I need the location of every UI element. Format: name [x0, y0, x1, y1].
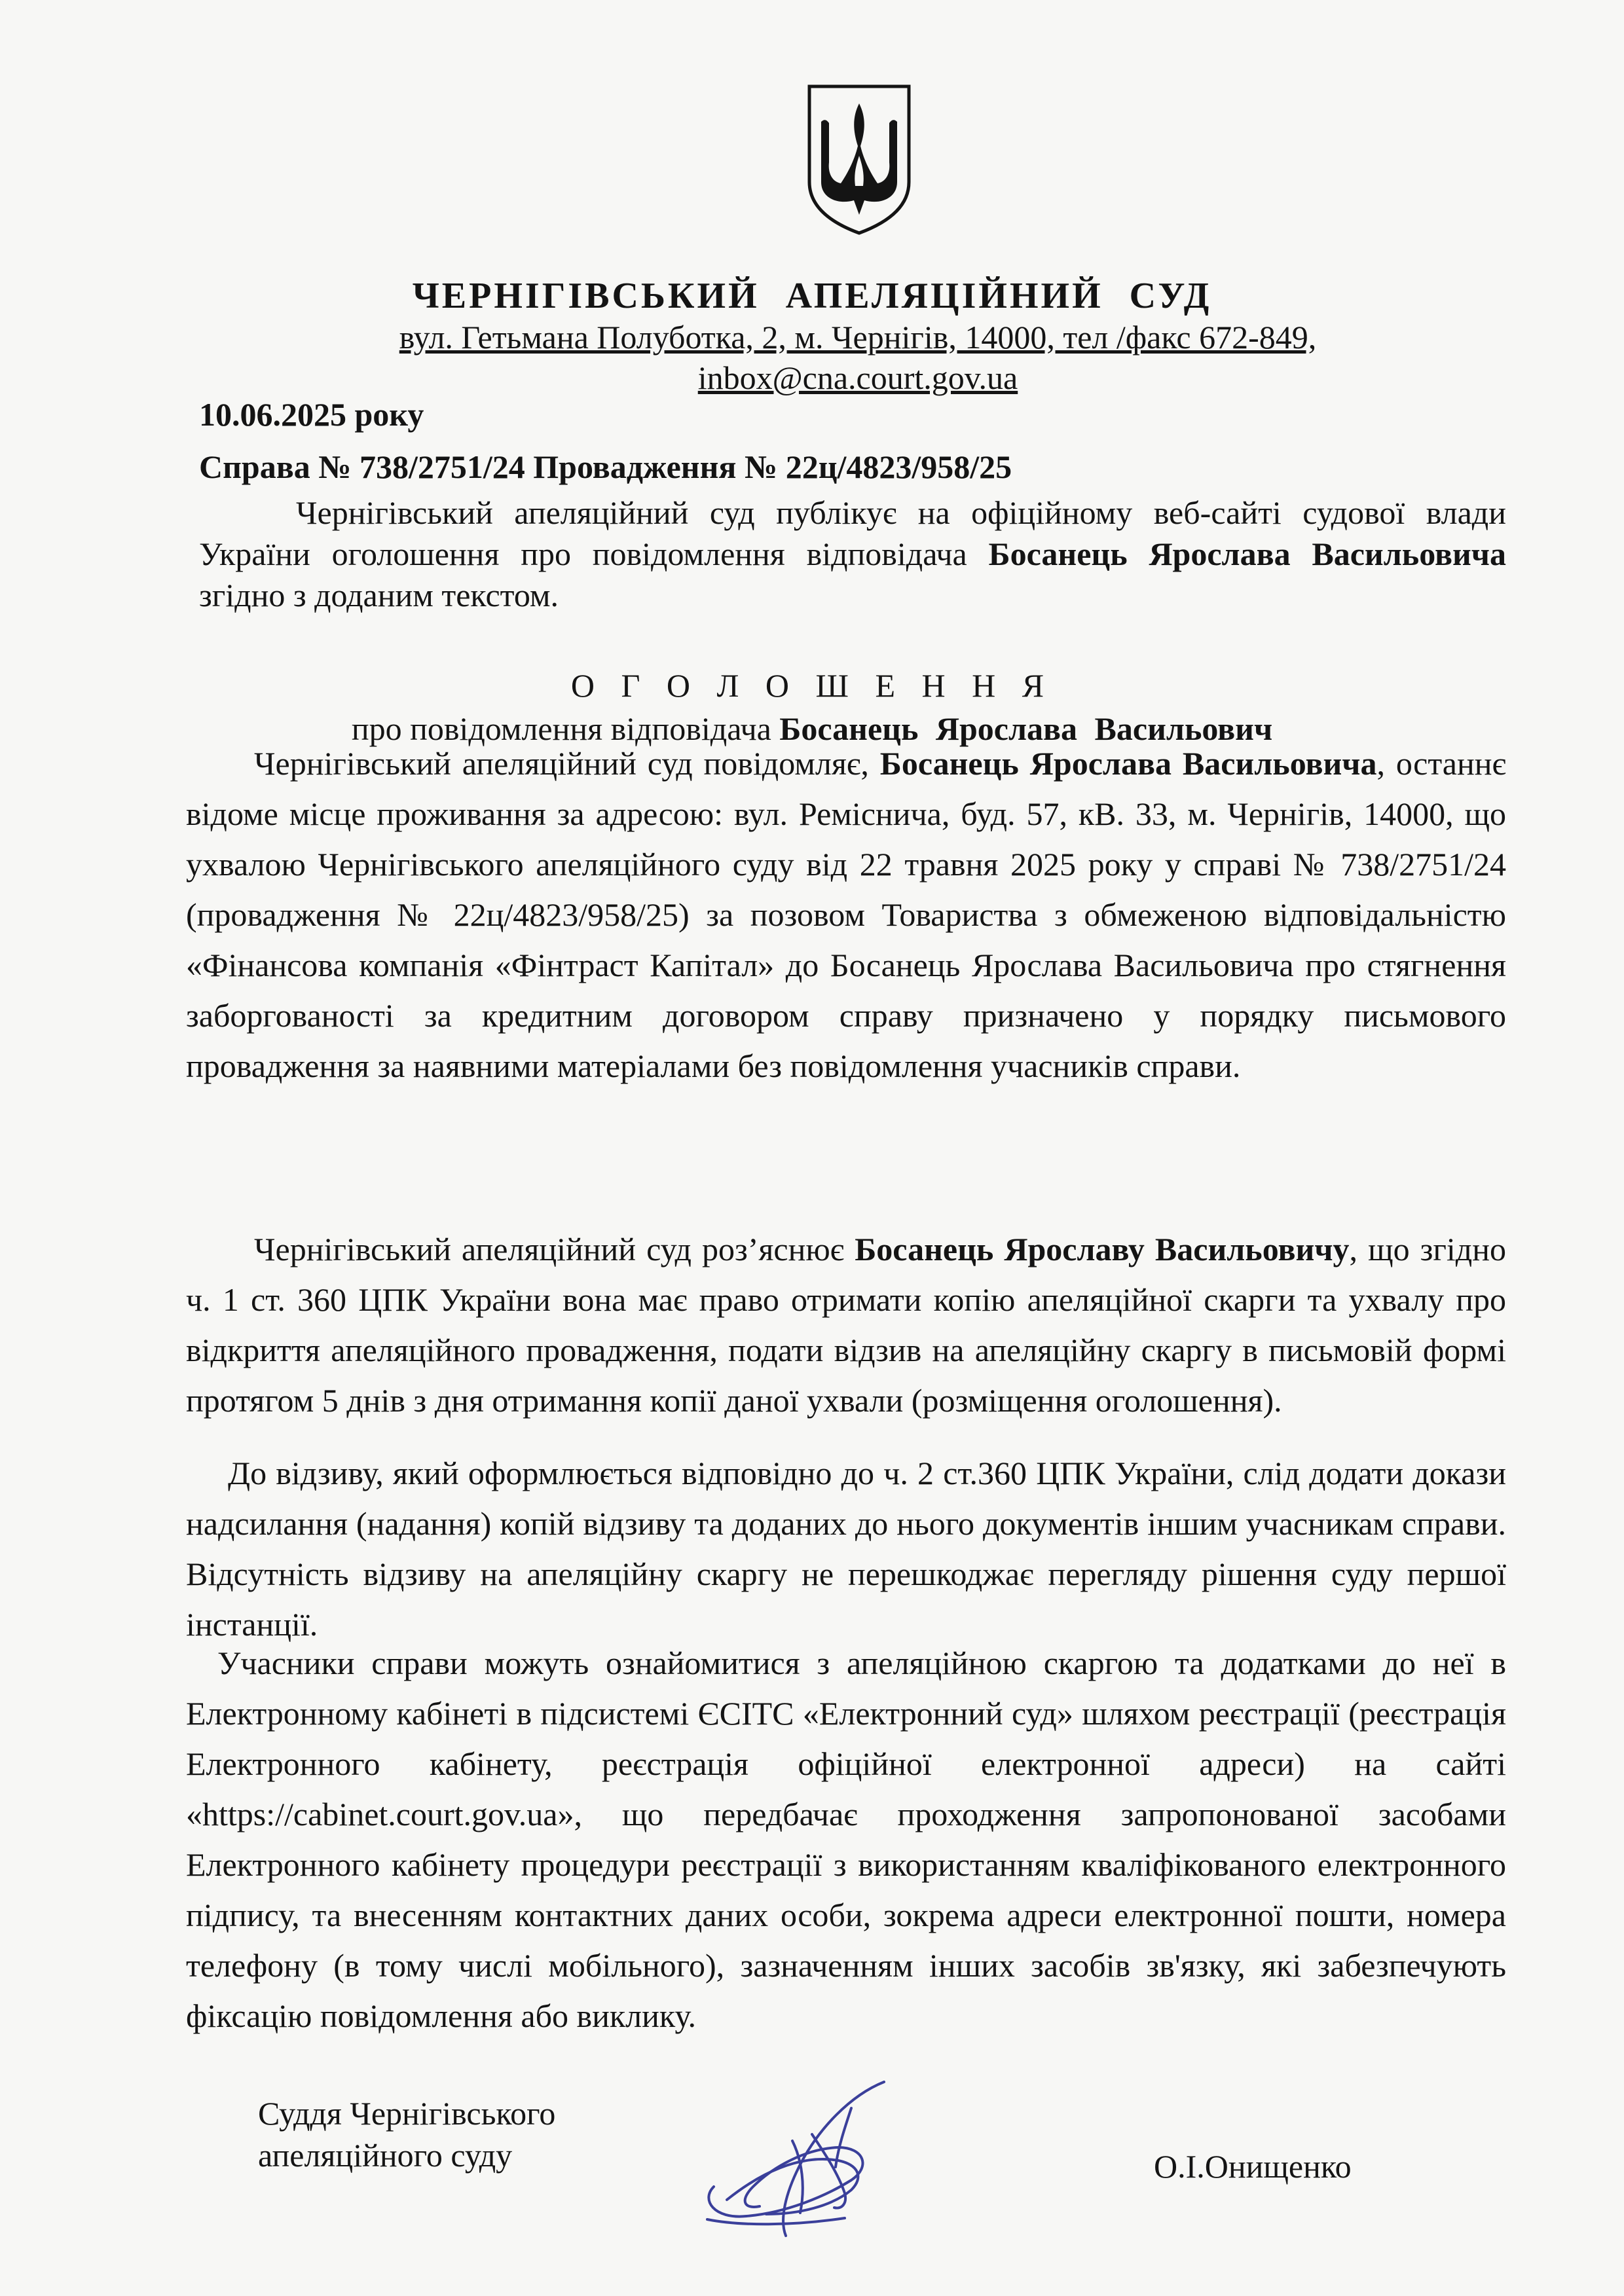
- notice-paragraph-3: До відзиву, який оформлюється відповідно до ч. 2 ст.360 ЦПК України, слід додати докази надсилання (надання) копій відзиву та доданих до нього документів іншим учасникам справи. Відсутність відзиву на апеляційну скаргу не перешкоджає перегляду рішення суду першої інстанції.: [186, 1455, 1506, 1643]
- p2-respondent-name: Босанець Ярославу Васильовичу: [855, 1231, 1350, 1267]
- handwritten-signature: [688, 2069, 904, 2246]
- intro-paragraph: [199, 492, 1506, 616]
- notice-paragraph-1: [186, 738, 1506, 1091]
- intro-text-end: згідно з доданим текстом.: [199, 577, 559, 613]
- p1-text-start: Чернігівський апеляційний суд повідомляє,: [254, 745, 880, 782]
- case-number: Справа № 738/2751/24 Провадження № 22ц/4823/958/25: [199, 448, 1012, 485]
- judge-name: О.І.Онищенко: [1154, 2148, 1352, 2185]
- coat-of-arms-icon: [807, 84, 912, 236]
- document-date: 10.06.2025 року: [199, 396, 424, 433]
- notice-subtitle-prefix: про повідомлення відповідача: [351, 710, 780, 747]
- notice-title: О Г О Л О Ш Е Н Н Я: [570, 667, 1054, 704]
- notice-paragraph-2: [186, 1224, 1506, 1426]
- p1-respondent-name: Босанець Ярослава Васильовича: [879, 745, 1377, 782]
- court-name: ЧЕРНІГІВСЬКИЙ АПЕЛЯЦІЙНИЙ СУД: [412, 276, 1212, 316]
- judge-title-line-1: Суддя Чернігівського: [258, 2095, 556, 2132]
- court-address: вул. Гетьмана Полуботка, 2, м. Чернігів, 14000, тел /факс 672-849, inbox@cna.court.gov.ua: [399, 319, 1317, 396]
- intro-respondent-name: Босанець Ярослава Васильовича: [988, 536, 1506, 572]
- p2-text-start: Чернігівський апеляційний суд роз’яснює: [254, 1231, 855, 1267]
- notice-paragraph-4: Учасники справи можуть ознайомитися з апеляційною скаргою та додатками до неї в Електронному кабінеті в підсистемі ЄСІТС «Електронний суд» шляхом реєстрації (реєстрація Електронного кабінету, реєстрація офіційної електронної адреси) на сайті «https://cabinet.court.gov.ua», що передбачає проходження запропонованої засобами Електронного кабінету процедури реєстрації з використанням кваліфікованого електронного підпису, та внесенням контактних даних особи, зокрема адреси електронної пошти, номера телефону (в тому числі мобільного), зазначенням інших засобів зв'язку, які забезпечують фіксацію повідомлення або виклику.: [186, 1645, 1506, 2034]
- intro-text-start: Чернігівський апеляційний суд публікує на офіційному веб-сайті судової влади України оголошення про повідомлення відповідача: [199, 494, 1506, 572]
- judge-title-line-2: апеляційного суду: [258, 2137, 513, 2174]
- judge-title: [258, 2092, 555, 2176]
- p1-text-end: , останнє відоме місце проживання за адресою: вул. Реміснича, буд. 57, кВ. 33, м. Чернігів, 14000, що ухвалою Чернігівського апеляційного суду від 22 травня 2025 року у справі № 738/2751/24 (провадження № 22ц/4823/958/25) за позовом Товариства з обмеженою відповідальністю «Фінансова компанія «Фінтраст Капітал» до Босанець Ярослава Васильовича про стягнення заборгованості за кредитним договором справу призначено у порядку письмового провадження за наявними матеріалами без повідомлення учасників справи.: [186, 745, 1506, 1084]
- p2-text-end: , що згідно ч. 1 ст. 360 ЦПК України вона має право отримати копію апеляційної скарги та ухвалу про відкриття апеляційного провадження, подати відзив на апеляційну скаргу в письмовій формі протягом 5 днів з дня отримання копії даної ухвали (розміщення оголошення).: [186, 1231, 1506, 1419]
- notice-subtitle-name: Босанець Ярослава Васильович: [779, 710, 1273, 747]
